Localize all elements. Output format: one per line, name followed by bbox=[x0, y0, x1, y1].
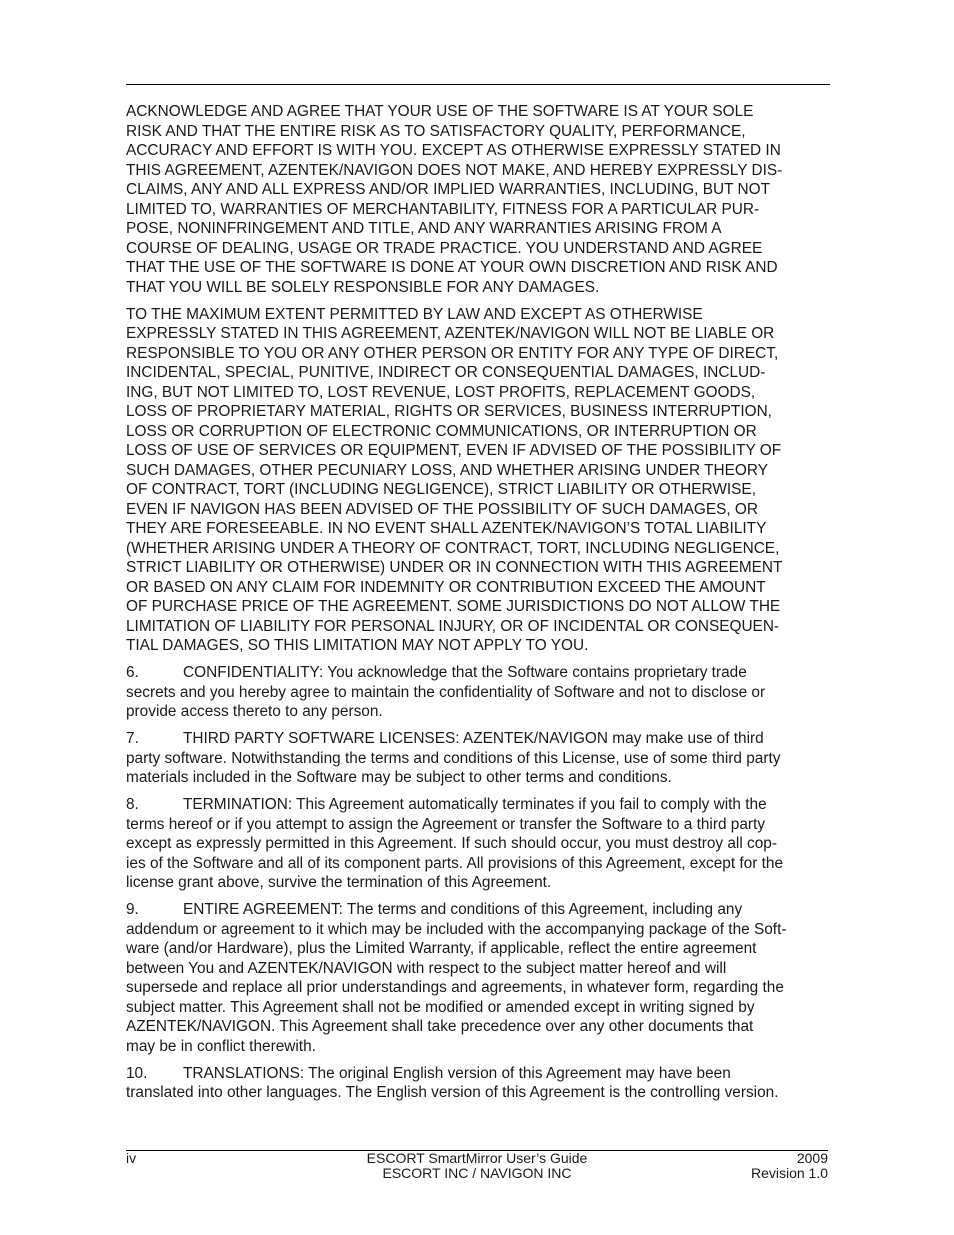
section-number: 7. bbox=[126, 730, 139, 747]
warranty-disclaimer-paragraph: ACKNOWLEDGE AND AGREE THAT YOUR USE OF THE SOFTWARE IS AT YOUR SOLE RISK AND THAT THE ENTIRE RISK AS TO SATISFACTORY QUALITY, PERFORMANCE, ACCURACY AND EFFORT IS WITH YOU. EXCEPT AS OTHERWISE EXPRESSLY STATED IN THIS AGREEMENT, AZENTEK/NAVIGON DOES NOT MAKE, AND HEREBY EXPRESSLY DIS- CLAIMS, ANY AND ALL EXPRESS AND/OR IMPLIED WARRANTIES, INCLUDING, BUT NOT LIMITED TO, WARRANTIES OF MERCHANTABILITY, FITNESS FOR A PARTICULAR PUR- POSE, NONINFRINGEMENT AND TITLE, AND ANY WARRANTIES ARISING FROM A COURSE OF DEALING, USAGE OR TRADE PRACTICE. YOU UNDERSTAND AND AGREE THAT THE USE OF THE SOFTWARE IS DONE AT YOUR OWN DISCRETION AND RISK AND THAT YOU WILL BE SOLELY RESPONSIBLE FOR ANY DAMAGES. bbox=[126, 103, 783, 296]
section-third-party-licenses bbox=[126, 729, 830, 788]
section-number: 6. bbox=[126, 664, 139, 681]
section-text: TERMINATION: This Agreement automatically terminates if you fail to comply with the terms hereof or if you attempt to assign the Agreement or transfer the Software to a third party except as expressly permitted in this Agreement. If such should occur, you must destroy all cop- ies of the Software and all of its component parts. All provisions of this Agreement, except for the license grant above, survive the termination of this Agreement. bbox=[126, 796, 784, 891]
section-entire-agreement bbox=[126, 900, 830, 1056]
publication-year: 2009 bbox=[796, 1150, 828, 1166]
company-name: ESCORT INC / NAVIGON INC bbox=[382, 1165, 572, 1181]
footer-right bbox=[751, 1151, 828, 1181]
revision-label: Revision 1.0 bbox=[750, 1165, 828, 1181]
page-number: iv bbox=[126, 1150, 137, 1166]
section-text: TRANSLATIONS: The original English version of this Agreement may have been translated into other languages. The English version of this Agreement is the controlling version. bbox=[126, 1064, 779, 1101]
section-number: 9. bbox=[126, 901, 139, 918]
section-text: CONFIDENTIALITY: You acknowledge that the Software contains proprietary trade secrets and you hereby agree to maintain the confidentiality of Software and not to disclose or provide access thereto to any person. bbox=[126, 664, 766, 720]
section-number: 8. bbox=[126, 796, 139, 813]
header-rule bbox=[126, 84, 830, 85]
section-text: ENTIRE AGREEMENT: The terms and conditions of this Agreement, including any addendum or agreement to it which may be included with the accompanying package of the Soft- ware (and/or Hardware), plus the Limited Warranty, if applicable, reflect the entire agreement between You and AZENTEK/NAVIGON with respect to the subject matter hereof and will supersede and replace all prior understandings and agreements, in whatever form, regarding the subject matter. This Agreement shall not be modified or amended except in writing signed by AZENTEK/NAVIGON. This Agreement shall take precedence over any other documents that may be in conflict therewith. bbox=[126, 901, 787, 1055]
section-number: 10. bbox=[126, 1064, 148, 1082]
section-text: THIRD PARTY SOFTWARE LICENSES: AZENTEK/NAVIGON may make use of third party software. Notwithstanding the terms and conditions of this License, use of some third party materials included in the Software may be subject to other terms and conditions. bbox=[126, 730, 781, 786]
document-body bbox=[126, 102, 830, 1110]
section-termination bbox=[126, 795, 830, 893]
section-translations bbox=[126, 1064, 830, 1103]
footer-center bbox=[126, 1151, 828, 1181]
section-confidentiality bbox=[126, 663, 830, 722]
guide-title: ESCORT SmartMirror User’s Guide bbox=[366, 1150, 588, 1166]
limitation-of-liability-paragraph: TO THE MAXIMUM EXTENT PERMITTED BY LAW AND EXCEPT AS OTHERWISE EXPRESSLY STATED IN THIS AGREEMENT, AZENTEK/NAVIGON WILL NOT BE LIABLE OR RESPONSIBLE TO YOU OR ANY OTHER PERSON OR ENTITY FOR ANY TYPE OF DIRECT, INCIDENTAL, SPECIAL, PUNITIVE, INDIRECT OR CONSEQUENTIAL DAMAGES, INCLUD- ING, BUT NOT LIMITED TO, LOST REVENUE, LOST PROFITS, REPLACEMENT GOODS, LOSS OF PROPRIETARY MATERIAL, RIGHTS OR SERVICES, BUSINESS INTERRUPTION, LOSS OR CORRUPTION OF ELECTRONIC COMMUNICATIONS, OR INTERRUPTION OR LOSS OF USE OF SERVICES OR EQUIPMENT, EVEN IF ADVISED OF THE POSSIBILITY OF SUCH DAMAGES, OTHER PECUNIARY LOSS, AND WHETHER ARISING UNDER THEORY OF CONTRACT, TORT (INCLUDING NEGLIGENCE), STRICT LIABILITY OR OTHERWISE, EVEN IF NAVIGON HAS BEEN ADVISED OF THE POSSIBILITY OF SUCH DAMAGES, OR THEY ARE FORESEEABLE. IN NO EVENT SHALL AZENTEK/NAVIGON’S TOTAL LIABILITY (WHETHER ARISING UNDER A THEORY OF CONTRACT, TORT, INCLUDING NEGLIGENCE, STRICT LIABILITY OR OTHERWISE) UNDER OR IN CONNECTION WITH THIS AGREEMENT OR BASED ON ANY CLAIM FOR INDEMNITY OR CONTRIBUTION EXCEED THE AMOUNT OF PURCHASE PRICE OF THE AGREEMENT. SOME JURISDICTIONS DO NOT ALLOW THE LIMITATION OF LIABILITY FOR PERSONAL INJURY, OR OF INCIDENTAL OR CONSEQUEN- TIAL DAMAGES, SO THIS LIMITATION MAY NOT APPLY TO YOU. bbox=[126, 305, 783, 654]
